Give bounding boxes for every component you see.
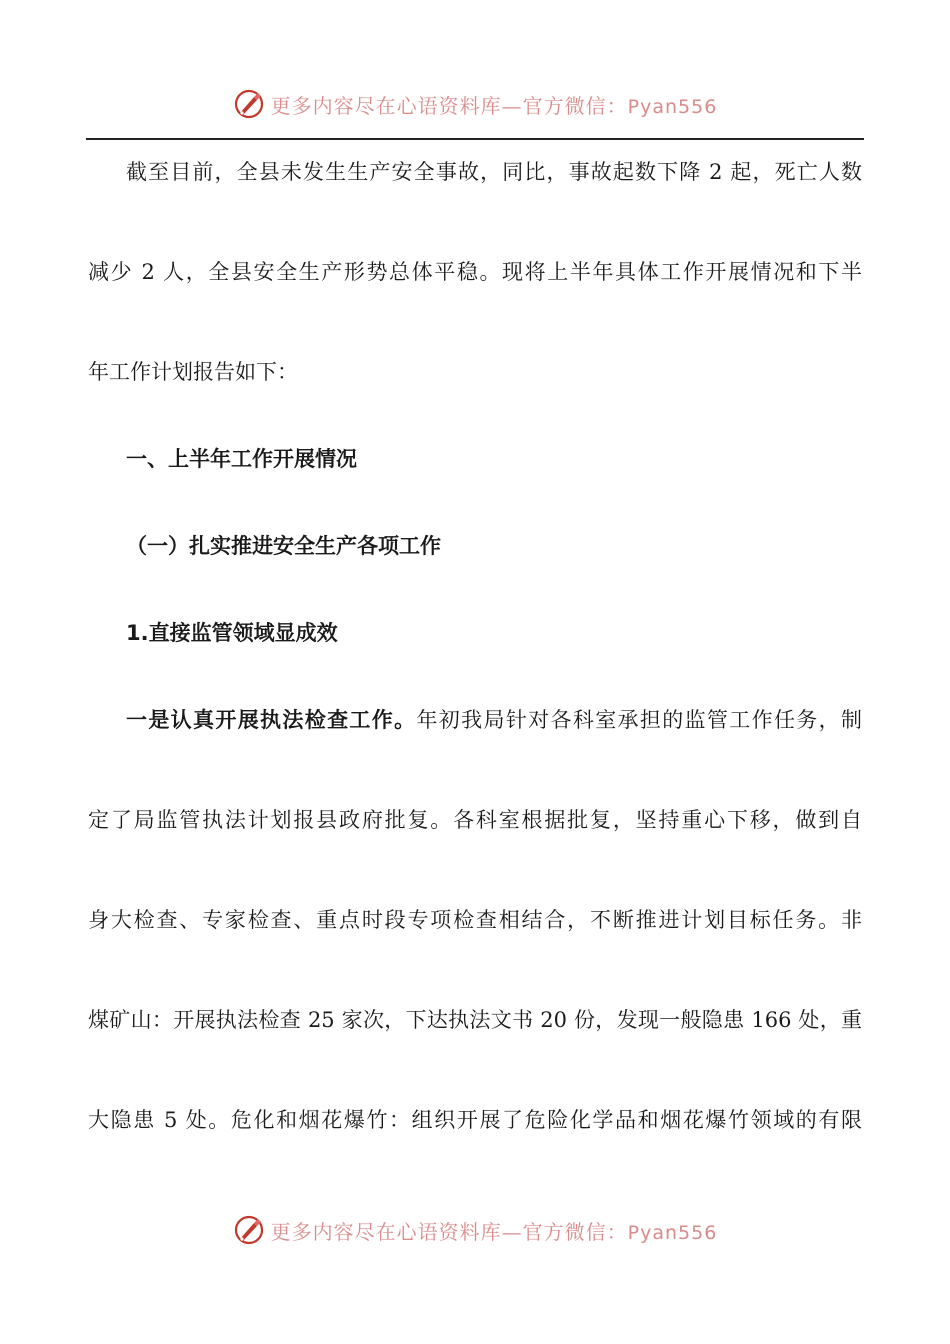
subsection-heading: （一）扎实推进安全生产各项工作 xyxy=(126,534,441,558)
banner-text-cn: 更多内容尽在心语资料库—官方微信： xyxy=(270,1219,628,1244)
banner-text xyxy=(271,1216,718,1245)
paragraph-line: 大隐患 5 处。危化和烟花爆竹：组织开展了危险化学品和烟花爆竹领域的有限 xyxy=(88,1108,862,1132)
banner-text-cn: 更多内容尽在心语资料库—官方微信： xyxy=(270,93,628,118)
pen-logo-icon xyxy=(233,1214,265,1246)
banner-wechat-id: Pyan556 xyxy=(627,1221,718,1244)
banner-wechat-id: Pyan556 xyxy=(627,95,718,118)
pen-logo-icon xyxy=(233,88,265,120)
lead-phrase: 一是认真开展执法检查工作。 xyxy=(126,708,417,732)
footer-banner xyxy=(0,1208,950,1252)
header-rule xyxy=(86,138,864,140)
paragraph-line xyxy=(88,698,862,742)
paragraph-line: 截至目前，全县未发生生产安全事故，同比，事故起数下降 2 起，死亡人数 xyxy=(126,160,862,184)
paragraph-line: 定了局监管执法计划报县政府批复。各科室根据批复，坚持重心下移，做到自 xyxy=(88,808,862,832)
banner-text xyxy=(271,90,718,119)
section-heading: 一、上半年工作开展情况 xyxy=(126,447,357,471)
paragraph-line: 年工作计划报告如下： xyxy=(88,360,298,384)
paragraph-line: 煤矿山：开展执法检查 25 家次，下达执法文书 20 份，发现一般隐患 166 处，重 xyxy=(88,1008,862,1032)
header-banner xyxy=(0,82,950,126)
item-heading: 1.直接监管领域显成效 xyxy=(126,621,338,645)
paragraph-line: 减少 2 人，全县安全生产形势总体平稳。现将上半年具体工作开展情况和下半 xyxy=(88,260,862,284)
paragraph-line: 身大检查、专家检查、重点时段专项检查相结合，不断推进计划目标任务。非 xyxy=(88,908,862,932)
paragraph-text: 年初我局针对各科室承担的监管工作任务，制 xyxy=(416,708,862,732)
